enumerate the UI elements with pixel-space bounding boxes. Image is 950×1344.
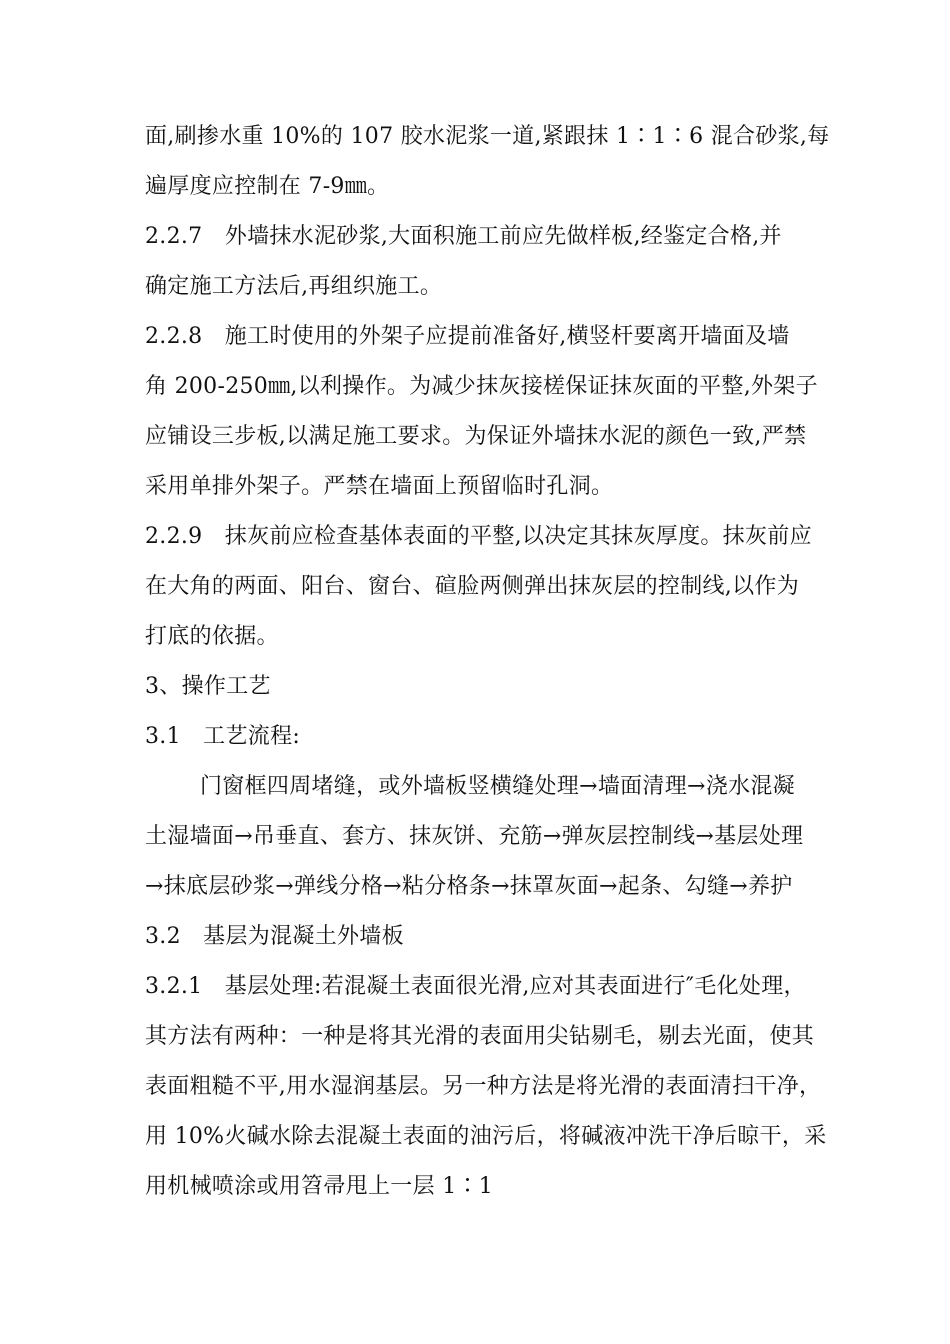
process-flow-line: 门窗框四周堵缝，或外墙板竖横缝处理→墙面清理→浇水混凝: [200, 774, 795, 799]
section-2-2-9: 2.2.9 抹灰前应检查基体表面的平整,以决定其抹灰厚度。抹灰前应: [145, 524, 812, 549]
section-2-2-8: 2.2.8 施工时使用的外架子应提前准备好,横竖杆要离开墙面及墙: [145, 324, 790, 349]
text-line: 遍厚度应控制在 7-9㎜。: [145, 174, 390, 199]
text-line: 其方法有两种：一种是将其光滑的表面用尖钻剔毛，剔去光面，使其: [145, 1024, 815, 1049]
section-2-2-7: 2.2.7 外墙抹水泥砂浆,大面积施工前应先做样板,经鉴定合格,并: [145, 224, 782, 249]
process-flow-line: 土湿墙面→吊垂直、套方、抹灰饼、充筋→弹灰层控制线→基层处理: [145, 824, 804, 849]
section-3-1: 3.1 工艺流程:: [145, 724, 301, 749]
text-line: 角 200-250㎜,以利操作。为减少抹灰接槎保证抹灰面的平整,外架子: [145, 374, 818, 399]
section-heading-3: 3、操作工艺: [145, 674, 271, 699]
text-line: 确定施工方法后,再组织施工。: [145, 274, 443, 299]
section-3-2: 3.2 基层为混凝土外墙板: [145, 924, 404, 949]
text-line: 面,刷掺水重 10%的 107 胶水泥浆一道,紧跟抹 1∶1∶6 混合砂浆,每: [145, 124, 830, 149]
text-line: 应铺设三步板,以满足施工要求。为保证外墙抹水泥的颜色一致,严禁: [145, 424, 807, 449]
text-line: 打底的依据。: [145, 624, 279, 649]
text-line: 采用单排外架子。严禁在墙面上预留临时孔洞。: [145, 474, 614, 499]
process-flow-line: →抹底层砂浆→弹线分格→粘分格条→抹罩灰面→起条、勾缝→养护: [145, 874, 793, 899]
text-line: 用机械喷涂或用笤帚甩上一层 1∶1: [145, 1174, 494, 1199]
text-line: 在大角的两面、阳台、窗台、碹脸两侧弹出抹灰层的控制线,以作为: [145, 574, 799, 599]
text-line: 表面粗糙不平,用水湿润基层。另一种方法是将光滑的表面清扫干净，: [145, 1074, 822, 1099]
section-3-2-1: 3.2.1 基层处理:若混凝土表面很光滑,应对其表面进行″毛化处理，: [145, 974, 806, 999]
text-line: 用 10%火碱水除去混凝土表面的油污后，将碱液冲洗干净后晾干，采: [145, 1124, 827, 1149]
